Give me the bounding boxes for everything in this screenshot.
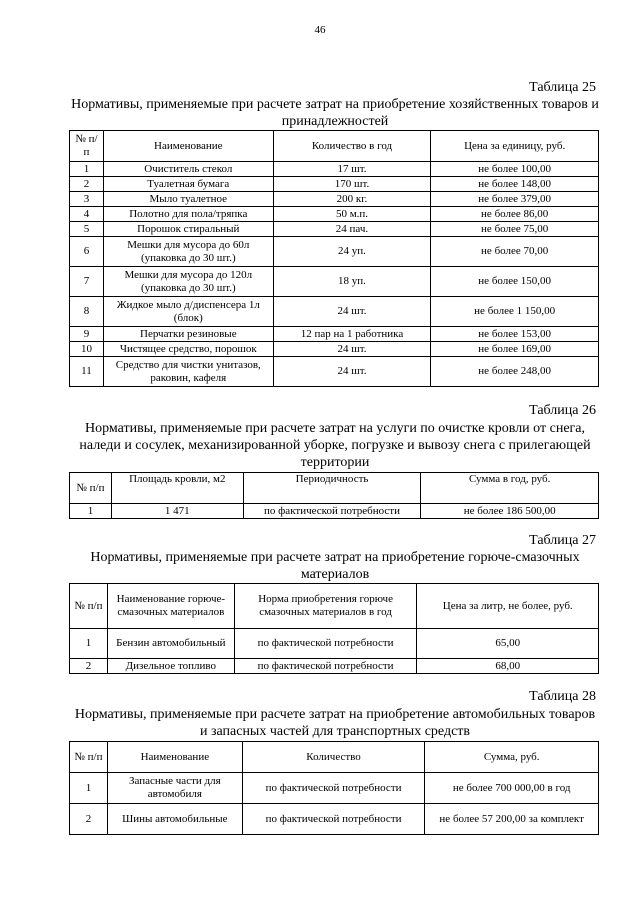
- table-cell: не более 75,00: [431, 222, 599, 237]
- table28: [69, 741, 599, 835]
- table-cell: Чистящее средство, порошок: [103, 342, 273, 357]
- table-cell: 2: [70, 177, 104, 192]
- table26: [69, 472, 599, 519]
- table-cell: 24 пач.: [273, 222, 431, 237]
- table-cell: Жидкое мыло д/диспенсера 1л (блок): [103, 297, 273, 327]
- table-row: [70, 237, 599, 267]
- table-row: [70, 327, 599, 342]
- table28-header-sum: Сумма, руб.: [425, 742, 599, 773]
- table27-title: Нормативы, применяемые при расчете затрат на приобретение горюче-смазочных материалов: [90, 550, 580, 582]
- table-cell: Мешки для мусора до 60л (упаковка до 30 шт.): [103, 237, 273, 267]
- table-cell: 6: [70, 237, 104, 267]
- table28-title: Нормативы, применяемые при расчете затрат на приобретение автомобильных товаров и запасных частей для транспортных средств: [74, 707, 596, 739]
- table-cell: не более 186 500,00: [421, 504, 599, 519]
- table25: [69, 130, 599, 387]
- table-cell: Бензин автомобильный: [107, 629, 234, 659]
- table27-header-row: [70, 584, 599, 629]
- table-cell: 17 шт.: [273, 162, 431, 177]
- table26-header-frequency: Периодичность: [243, 473, 421, 504]
- table-cell: 7: [70, 267, 104, 297]
- table-cell: 2: [70, 659, 108, 674]
- table-cell: 9: [70, 327, 104, 342]
- table-cell: 11: [70, 357, 104, 387]
- table-row: [70, 357, 599, 387]
- table27-header-price: Цена за литр, не более, руб.: [417, 584, 599, 629]
- table-cell: Запасные части для автомобиля: [107, 773, 242, 804]
- table-cell: 4: [70, 207, 104, 222]
- table25-label: Таблица 25: [529, 80, 596, 95]
- table-cell: не более 100,00: [431, 162, 599, 177]
- table26-title: Нормативы, применяемые при расчете затрат на услуги по очистке кровли от снега, наледи и сосулек, механизированной уборке, погрузке и вывозу снега с прилегающей территории: [79, 421, 591, 470]
- table-cell: 24 шт.: [273, 357, 431, 387]
- table-row: [70, 192, 599, 207]
- table-cell: 170 шт.: [273, 177, 431, 192]
- table26-header-area: Площадь кровли, м2: [111, 473, 243, 504]
- table-row: [70, 297, 599, 327]
- table-cell: не более 379,00: [431, 192, 599, 207]
- table-row: [70, 773, 599, 804]
- table-cell: 24 уп.: [273, 237, 431, 267]
- table-cell: 3: [70, 192, 104, 207]
- table28-header-quantity: Количество: [242, 742, 425, 773]
- table-cell: Очиститель стекол: [103, 162, 273, 177]
- table-cell: 18 уп.: [273, 267, 431, 297]
- table-cell: 1 471: [111, 504, 243, 519]
- table-row: [70, 342, 599, 357]
- table-cell: 50 м.п.: [273, 207, 431, 222]
- page-number: 46: [314, 24, 326, 36]
- table-row: [70, 659, 599, 674]
- table-cell: не более 57 200,00 за комплект: [425, 804, 599, 835]
- table-row: [70, 629, 599, 659]
- table-cell: Перчатки резиновые: [103, 327, 273, 342]
- table-row: [70, 222, 599, 237]
- table-cell: Дизельное топливо: [107, 659, 234, 674]
- table-row: [70, 804, 599, 835]
- table25-header-name: Наименование: [103, 131, 273, 162]
- table-cell: не более 169,00: [431, 342, 599, 357]
- table27: [69, 583, 599, 674]
- table-cell: 65,00: [417, 629, 599, 659]
- table-cell: 200 кг.: [273, 192, 431, 207]
- table-cell: 1: [70, 162, 104, 177]
- table-cell: Туалетная бумага: [103, 177, 273, 192]
- table26-label: Таблица 26: [529, 403, 596, 418]
- table-cell: 68,00: [417, 659, 599, 674]
- table-row: [70, 162, 599, 177]
- table28-header-row: [70, 742, 599, 773]
- table26-header-sum: Сумма в год, руб.: [421, 473, 599, 504]
- table25-header-quantity: Количество в год: [273, 131, 431, 162]
- table-cell: по фактической потребности: [242, 773, 425, 804]
- table-cell: 12 пар на 1 работника: [273, 327, 431, 342]
- table-cell: 2: [70, 804, 108, 835]
- table-cell: не более 700 000,00 в год: [425, 773, 599, 804]
- table27-label: Таблица 27: [529, 533, 596, 548]
- table-cell: не более 153,00: [431, 327, 599, 342]
- table-row: [70, 504, 599, 519]
- table25-header-price: Цена за единицу, руб.: [431, 131, 599, 162]
- table-cell: по фактической потребности: [243, 504, 421, 519]
- table-cell: 1: [70, 773, 108, 804]
- table28-header-number: № п/п: [70, 742, 108, 773]
- table-cell: по фактической потребности: [234, 659, 417, 674]
- table25-header-row: [70, 131, 599, 162]
- table-cell: Средство для чистки унитазов, раковин, кафеля: [103, 357, 273, 387]
- table-cell: 1: [70, 504, 112, 519]
- table26-header-number: № п/п: [70, 473, 112, 504]
- table27-header-norm: Норма приобретения горюче смазочных материалов в год: [234, 584, 417, 629]
- table-cell: 1: [70, 629, 108, 659]
- table25-header-number: № п/п: [70, 131, 104, 162]
- table-cell: 10: [70, 342, 104, 357]
- table-cell: 24 шт.: [273, 342, 431, 357]
- table-cell: не более 86,00: [431, 207, 599, 222]
- table-cell: 24 шт.: [273, 297, 431, 327]
- table-cell: не более 150,00: [431, 267, 599, 297]
- table-cell: по фактической потребности: [242, 804, 425, 835]
- table-row: [70, 177, 599, 192]
- table-cell: Мешки для мусора до 120л (упаковка до 30 шт.): [103, 267, 273, 297]
- table27-header-number: № п/п: [70, 584, 108, 629]
- table28-label: Таблица 28: [529, 689, 596, 704]
- table-cell: не более 148,00: [431, 177, 599, 192]
- table27-header-name: Наименование горюче-смазочных материалов: [107, 584, 234, 629]
- table-row: [70, 207, 599, 222]
- table-row: [70, 267, 599, 297]
- table28-header-name: Наименование: [107, 742, 242, 773]
- table-cell: Порошок стиральный: [103, 222, 273, 237]
- table25-title: Нормативы, применяемые при расчете затрат на приобретение хозяйственных товаров и принадлежностей: [71, 97, 599, 129]
- table26-header-row: [70, 473, 599, 504]
- table-cell: 8: [70, 297, 104, 327]
- table-cell: не более 1 150,00: [431, 297, 599, 327]
- table-cell: Шины автомобильные: [107, 804, 242, 835]
- table-cell: по фактической потребности: [234, 629, 417, 659]
- table-cell: 5: [70, 222, 104, 237]
- table-cell: Мыло туалетное: [103, 192, 273, 207]
- table-cell: не более 248,00: [431, 357, 599, 387]
- table-cell: не более 70,00: [431, 237, 599, 267]
- table-cell: Полотно для пола/тряпка: [103, 207, 273, 222]
